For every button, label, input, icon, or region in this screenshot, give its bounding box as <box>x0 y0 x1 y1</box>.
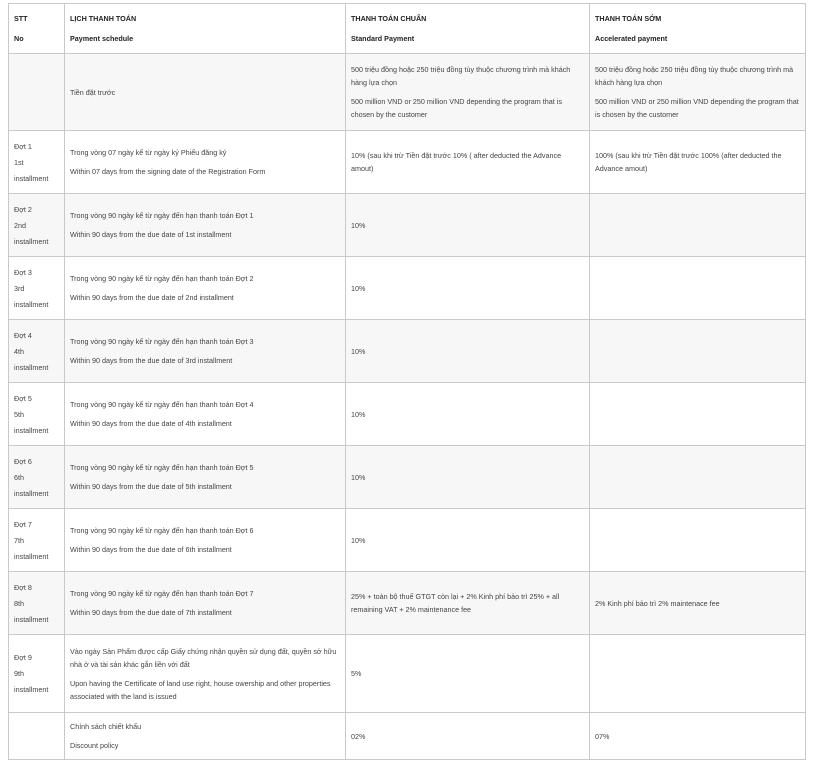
table-row-installment <box>9 383 806 446</box>
cell-schedule: Trong vòng 90 ngày kể từ ngày đến hạn thanh toán Đợt 5 Within 90 days from the due date of 5th installment <box>65 446 346 509</box>
table-row-installment <box>9 131 806 194</box>
cell-schedule: Tiền đặt trước <box>65 54 346 131</box>
table-row-installment <box>9 257 806 320</box>
header-schedule: LỊCH THANH TOÁN Payment schedule <box>65 4 346 54</box>
cell-no: Đợt 7 7th installment <box>9 509 65 572</box>
cell-standard: 25% + toàn bộ thuế GTGT còn lại + 2% Kinh phí bảo trì 25% + all remaining VAT + 2% maintenance fee <box>346 572 590 635</box>
cell-accelerated <box>590 635 806 713</box>
cell-no: Đợt 5 5th installment <box>9 383 65 446</box>
cell-schedule: Vào ngày Sản Phẩm được cấp Giấy chứng nhận quyền sử dụng đất, quyền sở hữu nhà ở và tài sản khác gắn liền với đất Upon having the Certificate of land use right, house owership and other properties associated with the land is issued <box>65 635 346 713</box>
cell-standard: 10% (sau khi trừ Tiền đặt trước 10% ( after deducted the Advance amout) <box>346 131 590 194</box>
cell-no: Đợt 8 8th installment <box>9 572 65 635</box>
header-standard: THANH TOÁN CHUẨN Standard Payment <box>346 4 590 54</box>
cell-standard: 10% <box>346 320 590 383</box>
cell-schedule: Trong vòng 90 ngày kể từ ngày đến hạn thanh toán Đợt 4 Within 90 days from the due date of 4th installment <box>65 383 346 446</box>
table-row-installment <box>9 446 806 509</box>
cell-accelerated: 07% <box>590 713 806 760</box>
cell-schedule: Trong vòng 07 ngày kể từ ngày ký Phiếu đăng ký Within 07 days from the signing date of the Registration Form <box>65 131 346 194</box>
table-row-installment <box>9 320 806 383</box>
header-accelerated: THANH TOÁN SỚM Accelerated payment <box>590 4 806 54</box>
cell-standard: 10% <box>346 509 590 572</box>
cell-accelerated: 100% (sau khi trừ Tiền đặt trước 100% (after deducted the Advance amout) <box>590 131 806 194</box>
table-row-deposit <box>9 54 806 131</box>
cell-accelerated <box>590 257 806 320</box>
cell-no: Đợt 9 9th installment <box>9 635 65 713</box>
cell-accelerated <box>590 320 806 383</box>
cell-standard: 10% <box>346 257 590 320</box>
cell-accelerated <box>590 509 806 572</box>
cell-no: Đợt 2 2nd installment <box>9 194 65 257</box>
table-header-row <box>9 4 806 54</box>
cell-no <box>9 713 65 760</box>
cell-no: Đợt 1 1st installment <box>9 131 65 194</box>
cell-schedule: Trong vòng 90 ngày kể từ ngày đến hạn thanh toán Đợt 7 Within 90 days from the due date of 7th installment <box>65 572 346 635</box>
cell-no: Đợt 6 6th installment <box>9 446 65 509</box>
cell-no: Đợt 3 3rd installment <box>9 257 65 320</box>
cell-standard: 02% <box>346 713 590 760</box>
cell-accelerated <box>590 446 806 509</box>
table-row-installment <box>9 572 806 635</box>
cell-accelerated: 2% Kinh phí bảo trì 2% maintenace fee <box>590 572 806 635</box>
cell-no <box>9 54 65 131</box>
cell-schedule: Trong vòng 90 ngày kể từ ngày đến hạn thanh toán Đợt 6 Within 90 days from the due date of 6th installment <box>65 509 346 572</box>
cell-standard: 5% <box>346 635 590 713</box>
cell-no: Đợt 4 4th installment <box>9 320 65 383</box>
cell-accelerated <box>590 194 806 257</box>
cell-schedule: Trong vòng 90 ngày kể từ ngày đến hạn thanh toán Đợt 2 Within 90 days from the due date of 2nd installment <box>65 257 346 320</box>
cell-accelerated <box>590 383 806 446</box>
cell-standard: 10% <box>346 383 590 446</box>
table-row-installment <box>9 194 806 257</box>
table-row-installment <box>9 509 806 572</box>
table-row-discount <box>9 713 806 760</box>
cell-schedule: Trong vòng 90 ngày kể từ ngày đến hạn thanh toán Đợt 3 Within 90 days from the due date of 3rd installment <box>65 320 346 383</box>
cell-schedule: Chính sách chiết khấu Discount policy <box>65 713 346 760</box>
table-row-installment <box>9 635 806 713</box>
cell-accelerated: 500 triệu đồng hoặc 250 triệu đồng tùy thuộc chương trình mà khách hàng lựa chọn 500 million VND or 250 million VND depending the program that is chosen by the customer <box>590 54 806 131</box>
cell-schedule: Trong vòng 90 ngày kể từ ngày đến hạn thanh toán Đợt 1 Within 90 days from the due date of 1st installment <box>65 194 346 257</box>
header-no: STT No <box>9 4 65 54</box>
payment-schedule-table <box>8 3 806 760</box>
cell-standard: 10% <box>346 446 590 509</box>
cell-standard: 500 triệu đồng hoặc 250 triệu đồng tùy thuộc chương trình mà khách hàng lựa chọn 500 million VND or 250 million VND depending the program that is chosen by the customer <box>346 54 590 131</box>
cell-standard: 10% <box>346 194 590 257</box>
